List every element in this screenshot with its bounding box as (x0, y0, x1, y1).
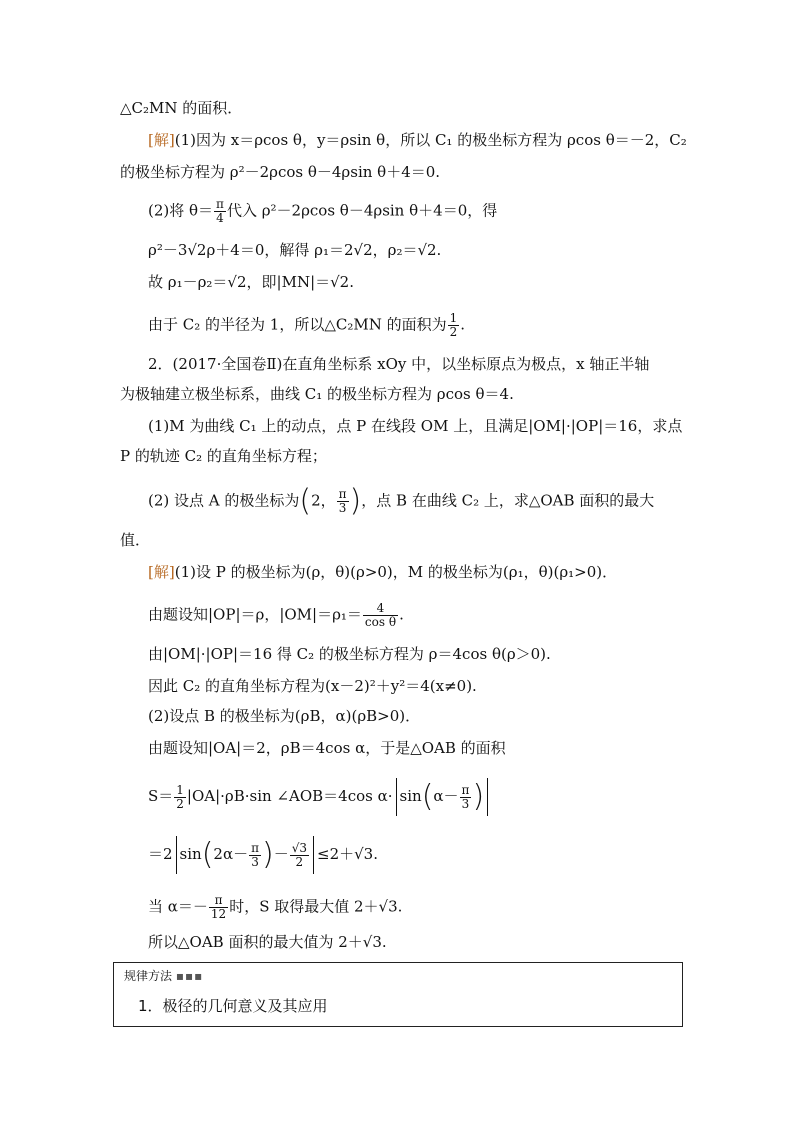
fraction-denominator: 4 (216, 211, 224, 225)
solution-line: 故 ρ₁－ρ₂＝√2，即|MN|＝√2. (148, 273, 354, 291)
fraction-denominator: 3 (338, 501, 347, 515)
fraction-numerator: π (461, 782, 470, 797)
solution-text: (1)因为 x＝ρcos θ，y＝ρsin θ，所以 C₁ 的极坐标方程为 ρcos θ＝－2，C₂ (174, 131, 687, 149)
method-box-item: 1．极径的几何意义及其应用 (138, 997, 328, 1015)
fraction-numerator: 1 (176, 782, 184, 797)
solution-text: S＝ (148, 787, 174, 805)
problem-line: (1)M 为曲线 C₁ 上的动点，点 P 在线段 OM 上，且满足|OM|·|OP|＝16，求点 (148, 417, 683, 435)
solution-text: ≤2＋√3. (317, 845, 378, 863)
solution-text: sin (179, 845, 202, 863)
solution-text: 由于 C₂ 的半径为 1，所以△C₂MN 的面积为 (148, 315, 447, 334)
fraction-denominator: 2 (295, 854, 304, 869)
problem-line: 为极轴建立极坐标系，曲线 C₁ 的极坐标方程为 ρcos θ＝4. (120, 385, 514, 403)
fraction-numerator: 4 (363, 602, 398, 616)
fraction (448, 312, 460, 339)
solution-text: ＝2 (148, 845, 173, 863)
fraction-numerator: √3 (291, 840, 308, 855)
solution-line: 所以△OAB 面积的最大值为 2＋√3. (148, 933, 387, 951)
solution-text: sin (399, 787, 422, 805)
fraction (363, 602, 398, 629)
fraction-denominator: 3 (251, 854, 259, 869)
solution-text: (2)将 θ＝ (148, 201, 214, 220)
fraction-denominator: 3 (461, 796, 470, 811)
solution-text: 时，S 取得最大值 2＋√3. (229, 897, 403, 916)
problem-text: 2， (311, 491, 336, 510)
solution-line: (2)设点 B 的极坐标为(ρB，α)(ρB>0)． (148, 707, 421, 725)
fraction (249, 842, 261, 869)
solution-line: 因此 C₂ 的直角坐标方程为(x－2)²＋y²＝4(x≠0). (148, 677, 477, 695)
fraction-denominator: 2 (176, 796, 184, 811)
fraction (460, 784, 472, 811)
fraction-numerator: π (209, 894, 228, 908)
solution-line (148, 198, 497, 225)
fraction-numerator: π (216, 197, 224, 211)
solution-line: 由题设知|OA|＝2，ρB＝4cos α，于是△OAB 的面积 (148, 739, 506, 757)
fraction-numerator: π (338, 487, 347, 501)
fraction (290, 842, 309, 869)
solution-line (148, 130, 687, 150)
fraction-denominator: cos θ (364, 615, 397, 629)
fraction (209, 894, 228, 921)
solution-text: α－ (433, 787, 459, 805)
solution-tag: [解] (148, 563, 175, 581)
problem-line: 2．(2017·全国卷Ⅱ)在直角坐标系 xOy 中，以坐标原点为极点，x 轴正半轴 (148, 355, 650, 373)
solution-text: 2α－ (213, 845, 249, 863)
problem-line: 值． (120, 531, 151, 549)
fraction-numerator: 1 (449, 311, 458, 325)
solution-line: ρ²－3√2ρ＋4＝0，解得 ρ₁＝2√2，ρ₂＝√2. (148, 241, 442, 259)
solution-text: 由题设知|OP|＝ρ，|OM|＝ρ₁＝ (148, 605, 362, 624)
fraction-denominator: 12 (210, 907, 227, 921)
method-box-title: 规律方法 (124, 969, 173, 983)
problem-line: (2) 设点 A 的极坐标为(2， $\frac{\pi}{3}$ )，点 B 在曲线 C₂ 上，求△OAB 面积的最大 (148, 483, 655, 519)
fraction (337, 488, 349, 515)
method-box (113, 962, 683, 1027)
solution-text: |OA|·ρB·sin ∠AOB＝4cos α· (186, 787, 393, 805)
solution-line (148, 894, 402, 921)
solution-text: (1)设 P 的极坐标为(ρ，θ)(ρ>0)，M 的极坐标为(ρ₁，θ)(ρ₁>0)． (174, 563, 618, 581)
problem-text: ，点 B 在曲线 C₂ 上，求△OAB 面积的最大 (361, 491, 655, 510)
method-box-header (124, 968, 203, 984)
solution-line: ＝2 sin(2α－ $\frac{\pi}{3}$ )－ $\frac{√3}{2}$ ≤2＋√3. (148, 837, 378, 872)
solution-tag: [解] (148, 131, 175, 149)
solution-line: 的极坐标方程为 ρ²－2ρcos θ－4ρsin θ＋4＝0. (120, 163, 441, 181)
solution-text: － (273, 845, 289, 863)
fraction (174, 784, 186, 811)
solution-text: 当 α＝－ (148, 897, 208, 916)
solution-line: 由|OM|·|OP|＝16 得 C₂ 的极坐标方程为 ρ＝4cos θ(ρ＞0). (148, 645, 551, 663)
fraction-denominator: 2 (449, 325, 458, 339)
solution-line: 由题设知|OP|＝ρ，|OM|＝ρ₁＝ $\frac{4}{\text{cos θ}}$ . (148, 601, 404, 629)
fraction-numerator: π (251, 840, 259, 855)
solution-line: 由于 C₂ 的半径为 1，所以△C₂MN 的面积为 $\frac{1}{2}$ . (148, 311, 466, 339)
text-line: △C₂MN 的面积． (120, 99, 243, 117)
solution-text: 代入 ρ²－2ρcos θ－4ρsin θ＋4＝0，得 (226, 201, 498, 220)
solution-line (148, 562, 617, 582)
problem-line: P 的轨迹 C₂ 的直角坐标方程； (120, 447, 327, 465)
solution-line: S＝ $\frac{1}{2}$ |OA|·ρB·sin ∠AOB＝4cos α· sin(α－ $\frac{\pi}{3}$ ) (148, 778, 491, 816)
problem-text: (2) 设点 A 的极坐标为 (148, 491, 300, 510)
fraction (214, 198, 226, 225)
decor-dots-icon: ▪▪▪ (175, 969, 204, 983)
